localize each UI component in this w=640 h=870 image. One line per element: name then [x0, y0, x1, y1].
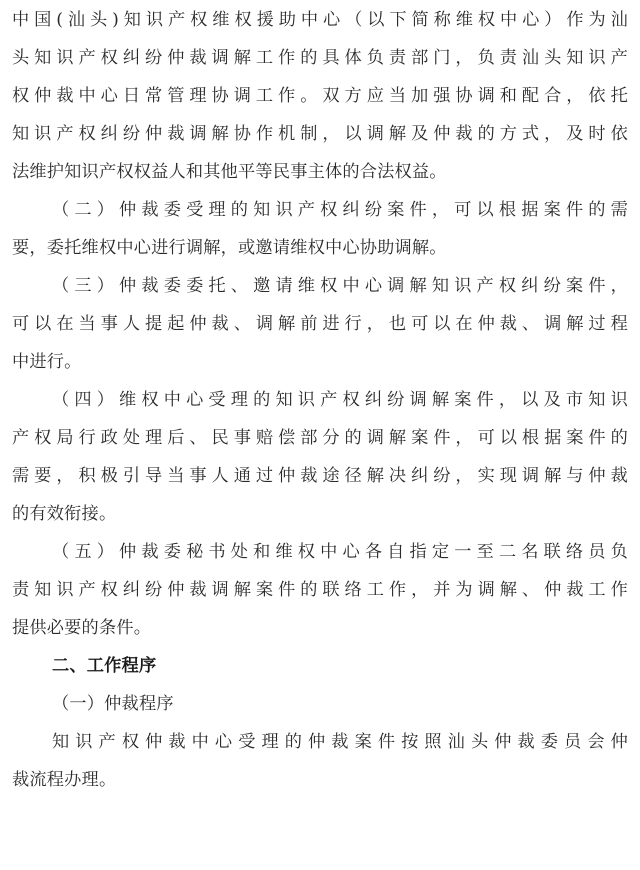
body-text-line: 的有效衔接。 [12, 504, 117, 524]
subsection-heading: （一）仲裁程序 [52, 694, 174, 714]
paragraph-first-line: （三）仲裁委委托、邀请维权中心调解知识产权纠纷案件， [52, 276, 628, 296]
body-text-line: 需要，积极引导当事人通过仲裁途径解决纠纷，实现调解与仲裁 [12, 466, 628, 486]
body-text-line: 提供必要的条件。 [12, 618, 152, 638]
body-text-line: 权仲裁中心日常管理协调工作。双方应当加强协调和配合，依托 [12, 86, 628, 106]
body-text-line: 要，委托维权中心进行调解，或邀请维权中心协助调解。 [12, 238, 447, 258]
paragraph-first-line: 知识产权仲裁中心受理的仲裁案件按照汕头仲裁委员会仲 [52, 732, 628, 752]
body-text-line: 中国(汕头)知识产权维权援助中心（以下简称维权中心）作为汕 [12, 10, 628, 30]
body-text-line: 裁流程办理。 [12, 770, 117, 790]
body-text-line: 知识产权纠纷仲裁调解协作机制，以调解及仲裁的方式，及时依 [12, 124, 628, 144]
body-text-line: 头知识产权纠纷仲裁调解工作的具体负责部门，负责汕头知识产 [12, 48, 628, 68]
body-text-line: 法维护知识产权权益人和其他平等民事主体的合法权益。 [12, 162, 447, 182]
paragraph-first-line: （二）仲裁委受理的知识产权纠纷案件，可以根据案件的需 [52, 200, 628, 220]
body-text-line: 产权局行政处理后、民事赔偿部分的调解案件，可以根据案件的 [12, 428, 628, 448]
section-heading: 二、工作程序 [52, 656, 157, 676]
body-text-line: 中进行。 [12, 352, 82, 372]
body-text-line: 责知识产权纠纷仲裁调解案件的联络工作，并为调解、仲裁工作 [12, 580, 628, 600]
paragraph-first-line: （四）维权中心受理的知识产权纠纷调解案件，以及市知识 [52, 390, 628, 410]
body-text-line: 可以在当事人提起仲裁、调解前进行，也可以在仲裁、调解过程 [12, 314, 628, 334]
paragraph-first-line: （五）仲裁委秘书处和维权中心各自指定一至二名联络员负 [52, 542, 628, 562]
